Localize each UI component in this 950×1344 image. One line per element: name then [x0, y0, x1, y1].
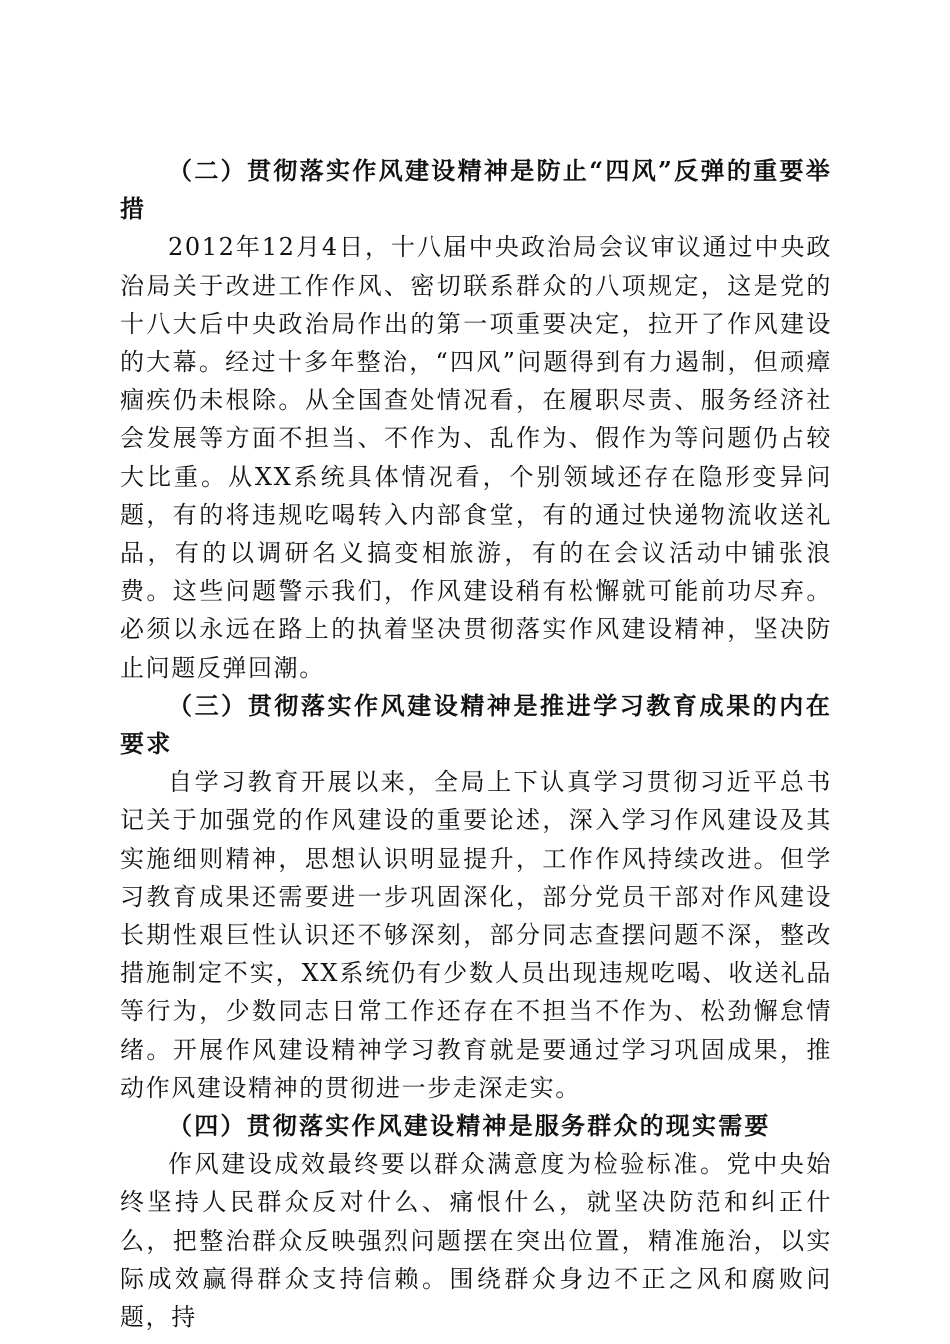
section-heading-2: （二）贯彻落实作风建设精神是防止“四风”反弹的重要举措 [120, 156, 832, 224]
section-heading-4: （四）贯彻落实作风建设精神是服务群众的现实需要 [168, 1111, 771, 1141]
section-body-3: 自学习教育开展以来，全局上下认真学习贯彻习近平总书记关于加强党的作风建设的重要论述，深入学习作风建设及其实施细则精神，思想认识明显提升，工作作风持续改进。但学习教育成果还需要进一步巩固深化，部分党员干部对作风建设长期性艰巨性认识还不够深刻，部分同志查摆问题不深，整改措施制定不实，XX系统仍有少数人员出现违规吃喝、收送礼品等行为，少数同志日常工作还存在不担当不作为、松劲懈怠情绪。开展作风建设精神学习教育就是要通过学习巩固成果，推动作风建设精神的贯彻进一步走深走实。 [120, 768, 832, 1102]
section-body-4: 作风建设成效最终要以群众满意度为检验标准。党中央始终坚持人民群众反对什么、痛恨什么，就坚决防范和纠正什么，把整治群众反映强烈问题摆在突出位置，精准施治，以实际成效赢得群众支持信赖。围绕群众身边不正之风和腐败问题，持 [120, 1150, 832, 1332]
section-body-2: 2012年12月4日，十八届中央政治局会议审议通过中央政治局关于改进工作作风、密切联系群众的八项规定，这是党的十八大后中央政治局作出的第一项重要决定，拉开了作风建设的大幕。经过十多年整治，“四风”问题得到有力遏制，但顽瘴痼疾仍未根除。从全国查处情况看，在履职尽责、服务经济社会发展等方面不担当、不作为、乱作为、假作为等问题仍占较大比重。从XX系统具体情况看，个别领域还存在隐形变异问题，有的将违规吃喝转入内部食堂，有的通过快递物流收送礼品，有的以调研名义搞变相旅游，有的在会议活动中铺张浪费。这些问题警示我们，作风建设稍有松懈就可能前功尽弃。必须以永远在路上的执着坚决贯彻落实作风建设精神，坚决防止问题反弹回潮。 [120, 233, 832, 682]
document-page [120, 152, 832, 1336]
section-heading-3: （三）贯彻落实作风建设精神是推进学习教育成果的内在要求 [120, 690, 832, 759]
